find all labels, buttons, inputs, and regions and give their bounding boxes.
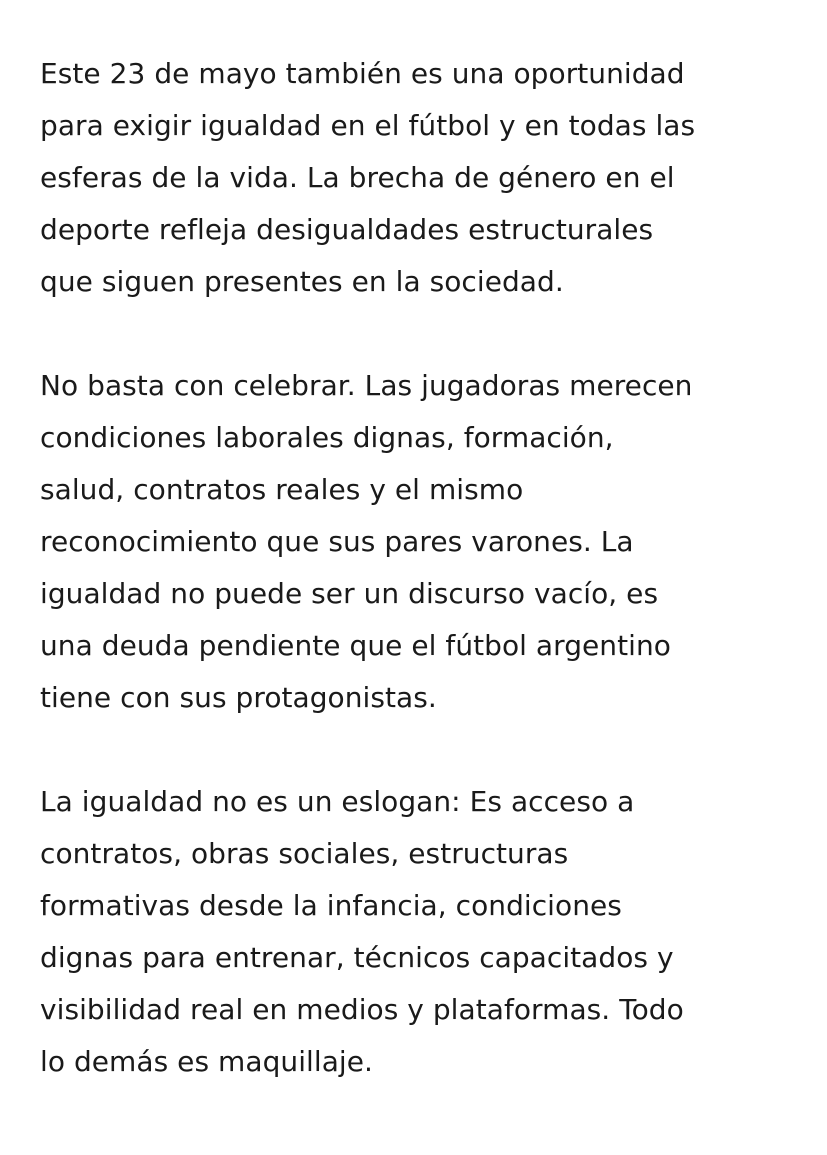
paragraph-line: condiciones laborales dignas, formación, [40,421,614,454]
paragraph-line: Este 23 de mayo también es una oportunidad [40,57,685,90]
paragraph-line: deporte refleja desigualdades estructurales [40,213,654,246]
paragraph-2 [40,360,800,724]
paragraph-3 [40,776,800,1088]
paragraph-line: formativas desde la infancia, condiciones [40,889,622,922]
paragraph-line: La igualdad no es un eslogan: Es acceso a [40,785,635,818]
paragraph-line: No basta con celebrar. Las jugadoras merecen [40,369,693,402]
paragraph-line: una deuda pendiente que el fútbol argentino [40,629,671,662]
paragraph-line: tiene con sus protagonistas. [40,681,437,714]
paragraph-1 [40,48,800,308]
article-body [40,48,800,1088]
paragraph-line: visibilidad real en medios y plataformas. Todo [40,993,684,1026]
paragraph-spacer [40,724,800,776]
paragraph-line: igualdad no puede ser un discurso vacío, es [40,577,659,610]
paragraph-line: para exigir igualdad en el fútbol y en todas las [40,109,696,142]
paragraph-spacer [40,308,800,360]
paragraph-line: dignas para entrenar, técnicos capacitados y [40,941,674,974]
paragraph-line: lo demás es maquillaje. [40,1045,373,1078]
paragraph-line: contratos, obras sociales, estructuras [40,837,569,870]
paragraph-line: salud, contratos reales y el mismo [40,473,524,506]
paragraph-line: esferas de la vida. La brecha de género en el [40,161,675,194]
paragraph-line: que siguen presentes en la sociedad. [40,265,564,298]
paragraph-line: reconocimiento que sus pares varones. La [40,525,634,558]
